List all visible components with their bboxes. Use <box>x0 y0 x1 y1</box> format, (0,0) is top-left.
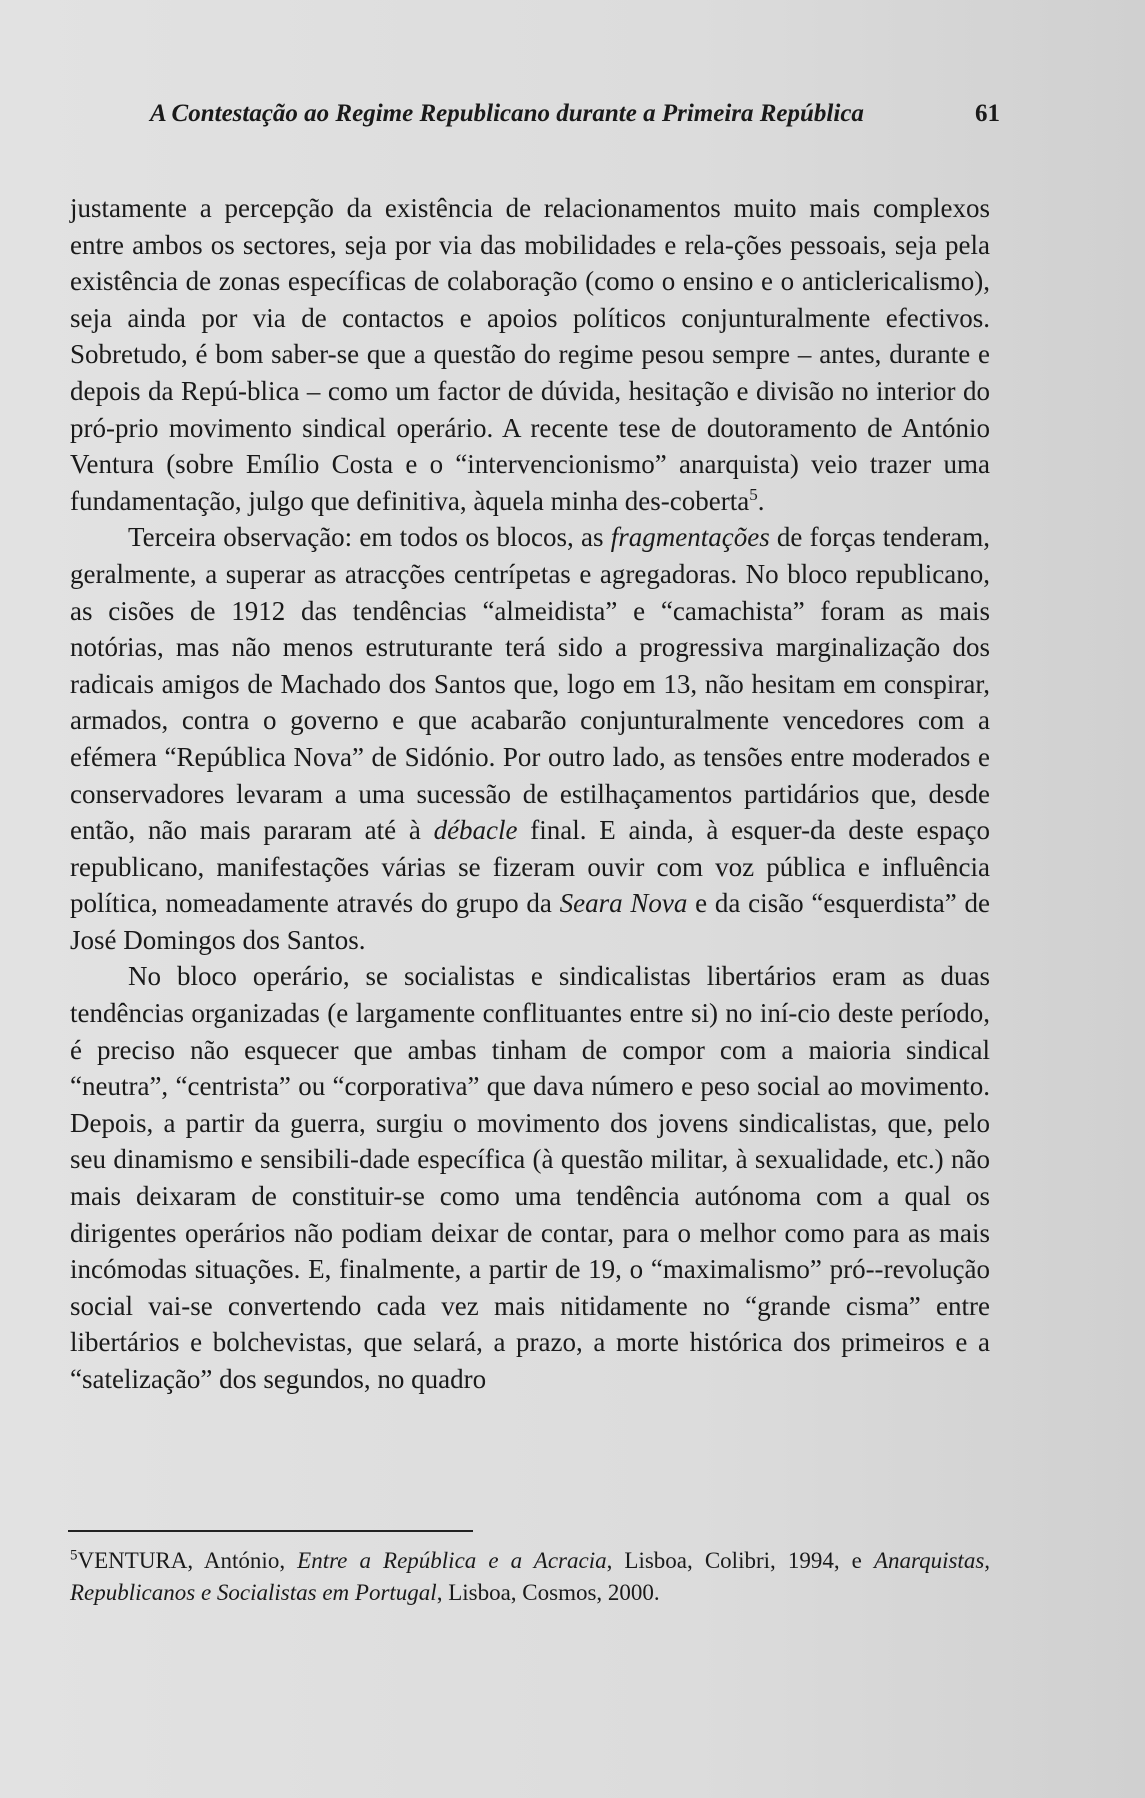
text-run: , Lisboa, Colibri, 1994, e <box>606 1548 874 1573</box>
text-run: de forças tenderam, geralmente, a superar as atracções centrípetas e agregadoras. No bloco republicano, as cisões de 1912 das tendências “almeidista” e “camachista” foram as mais notórias, mas não menos estruturante terá sido a progressiva marginalização dos radicais amigos de Machado dos Santos que, logo em 13, não hesitam em conspirar, armados, contra o governo e que acabarão conjunturalmente vencedores com a efémera “República Nova” de Sidónio. Por outro lado, as tensões entre moderados e conservadores levaram a uma sucessão de estilhaçamentos partidários que, desde então, não mais pararam até à <box>70 522 990 846</box>
italic-text: Anarquistas, Republicanos e Socialistas em Portugal <box>70 1548 991 1605</box>
footnote-divider <box>68 1530 473 1532</box>
text-run: No bloco operário, se socialistas e sindicalistas libertários eram as duas tendências organizadas (e largamente conflituantes entre si) no iní-cio deste período, é preciso não esquecer que ambas tinham de compor com a maioria sindical “neutra”, “centrista” ou “corporativa” que dava número e peso social ao movimento. Depois, a partir da guerra, surgiu o movimento dos jovens sindicalistas, que, pelo seu dinamismo e sensibili-dade específica (à questão militar, à sexualidade, etc.) não mais deixaram de constituir-se como uma tendência autónoma com a qual os dirigentes operários não podiam deixar de contar, para o melhor como para as mais incómodas situações. E, finalmente, a partir de 19, o “maximalismo” pró--revolução social vai-se convertendo cada vez mais nitidamente no “grande cisma” entre libertários e bolchevistas, que selará, a prazo, a morte histórica dos primeiros e a “satelização” dos segundos, no quadro <box>70 961 990 1394</box>
text-run: VENTURA, António, <box>77 1548 298 1573</box>
italic-text: débacle <box>433 815 518 846</box>
text-run: , Lisboa, Cosmos, 2000. <box>436 1580 660 1605</box>
paragraph <box>70 519 990 958</box>
paragraph <box>70 190 990 519</box>
text-run: final. E ainda, à esquer-da deste espaço republicano, manifestações várias se fizeram ouvir com voz pública e influência política, nomeadamente através do grupo da <box>70 815 990 919</box>
text-run: . <box>757 485 765 516</box>
paragraph <box>70 958 990 1397</box>
text-run: e da cisão “esquerdista” de José Domingos dos Santos. <box>70 888 991 955</box>
body-text <box>70 190 990 1398</box>
text-run: justamente a percepção da existência de relacionamentos muito mais complexos entre ambos os sectores, seja por via das mobilidades e rela-ções pessoais, seja pela existência de zonas específicas de colaboração (como o ensino e o anticlericalismo), seja ainda por via de contactos e apoios políticos conjunturalmente efectivos. Sobretudo, é bom saber-se que a questão do regime pesou sempre – antes, durante e depois da Repú-blica – como um factor de dúvida, hesitação e divisão no interior do pró-prio movimento sindical operário. A recente tese de doutoramento de António Ventura (sobre Emílio Costa e o “intervencionismo” anarquista) veio trazer uma fundamentação, julgo que definitiva, àquela minha des-coberta <box>70 193 990 516</box>
italic-text: Entre a República e a Acracia <box>297 1548 607 1573</box>
page-number: 61 <box>975 100 1000 127</box>
running-header <box>70 100 1000 140</box>
italic-text: Seara Nova <box>559 888 688 919</box>
footnote-reference: 5 <box>749 484 758 504</box>
footnote <box>70 1545 990 1609</box>
footnotes <box>70 1545 990 1609</box>
text-run: Terceira observação: em todos os blocos, as <box>128 522 611 553</box>
footnote-mark: 5 <box>70 1547 78 1564</box>
running-header-title: A Contestação ao Regime Republicano durante a Primeira República <box>150 100 864 127</box>
italic-text: fragmentações <box>610 522 770 553</box>
